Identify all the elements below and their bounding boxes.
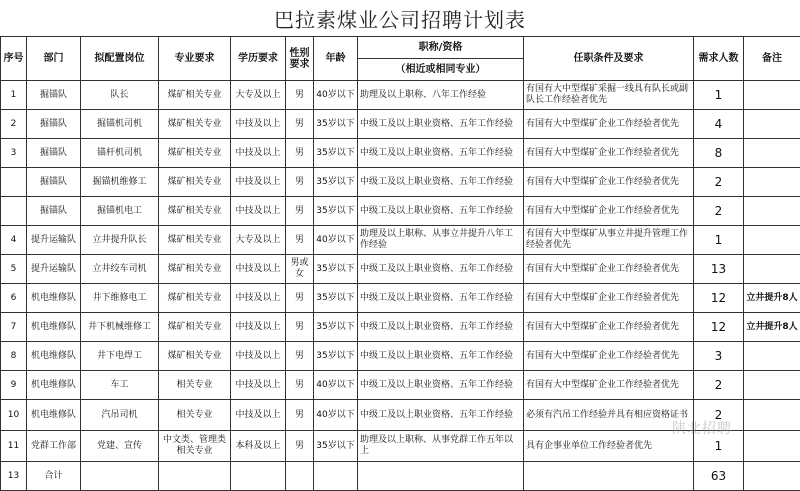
- total-count: 63: [694, 462, 744, 491]
- cell-major: 煤矿相关专业: [159, 284, 231, 313]
- cell-gender: 男或女: [286, 255, 314, 284]
- cell-gender: 男: [286, 110, 314, 139]
- cell-count: 1: [694, 81, 744, 110]
- cell-qual: 中级工及以上职业资格、五年工作经验: [358, 313, 524, 342]
- table-row: [1, 255, 800, 284]
- cell-qual: 中级工及以上职业资格、五年工作经验: [358, 400, 524, 431]
- cell-position: 掘锚机电工: [81, 197, 159, 226]
- header-edu: 学历要求: [231, 37, 286, 81]
- cell-position: 锚杆机司机: [81, 139, 159, 168]
- cell-major: 煤矿相关专业: [159, 197, 231, 226]
- cell-edu: 中技及以上: [231, 400, 286, 431]
- cell-cond: 有国有大中型煤矿企业工作经验者优先: [524, 110, 694, 139]
- header-major: 专业要求: [159, 37, 231, 81]
- cell-position: 掘锚机维修工: [81, 168, 159, 197]
- cell-edu: 本科及以上: [231, 431, 286, 462]
- cell-dept: 掘锚队: [27, 168, 81, 197]
- cell-major: 煤矿相关专业: [159, 110, 231, 139]
- cell-edu: 中技及以上: [231, 284, 286, 313]
- cell-age: 35岁以下: [314, 431, 358, 462]
- cell-dept: 机电维修队: [27, 400, 81, 431]
- cell-count: 4: [694, 110, 744, 139]
- cell-remark: [744, 168, 800, 197]
- cell-gender: 男: [286, 197, 314, 226]
- cell-position: 党建、宣传: [81, 431, 159, 462]
- cell-dept: 掘锚队: [27, 139, 81, 168]
- cell-position: 掘锚机司机: [81, 110, 159, 139]
- cell-seq: 8: [1, 342, 27, 371]
- header-qual-sub: （相近或相同专业）: [358, 59, 524, 81]
- table-row: [1, 81, 800, 110]
- cell-remark: [744, 371, 800, 400]
- cell-age: 35岁以下: [314, 197, 358, 226]
- header-age: 年龄: [314, 37, 358, 81]
- cell-cond: 有国有大中型煤矿企业工作经验者优先: [524, 197, 694, 226]
- cell-edu: 中技及以上: [231, 139, 286, 168]
- cell-gender: 男: [286, 81, 314, 110]
- header-seq: 序号: [1, 37, 27, 81]
- cell-qual: 中级工及以上职业资格、五年工作经验: [358, 284, 524, 313]
- cell-gender: 男: [286, 342, 314, 371]
- cell-count: 2: [694, 168, 744, 197]
- table-row: [1, 226, 800, 255]
- cell-cond: 有国有大中型煤矿采掘一线具有队长或副队长工作经验者优先: [524, 81, 694, 110]
- cell-gender: 男: [286, 431, 314, 462]
- table-row: [1, 110, 800, 139]
- cell-major: 煤矿相关专业: [159, 255, 231, 284]
- cell-edu: 大专及以上: [231, 81, 286, 110]
- cell-gender: 男: [286, 168, 314, 197]
- cell-major: 相关专业: [159, 371, 231, 400]
- cell-remark: [744, 226, 800, 255]
- cell-age: 40岁以下: [314, 226, 358, 255]
- cell-qual: 中级工及以上职业资格、五年工作经验: [358, 371, 524, 400]
- cell-seq: 9: [1, 371, 27, 400]
- cell-major: 煤矿相关专业: [159, 81, 231, 110]
- table-row: [1, 342, 800, 371]
- header-count: 需求人数: [694, 37, 744, 81]
- cell-qual: 中级工及以上职业资格、五年工作经验: [358, 255, 524, 284]
- cell-edu: 中技及以上: [231, 168, 286, 197]
- cell-position: 井下机械维修工: [81, 313, 159, 342]
- cell-count: 1: [694, 226, 744, 255]
- cell-seq: 11: [1, 431, 27, 462]
- cell-major: 煤矿相关专业: [159, 139, 231, 168]
- cell-remark: [744, 342, 800, 371]
- cell-position: 队长: [81, 81, 159, 110]
- cell-gender: 男: [286, 400, 314, 431]
- cell-major: 中文类、管理类相关专业: [159, 431, 231, 462]
- cell-gender: 男: [286, 139, 314, 168]
- cell-remark: [744, 197, 800, 226]
- cell-age: 40岁以下: [314, 371, 358, 400]
- watermark: 陕北招聘: [672, 418, 732, 438]
- cell-count: 12: [694, 313, 744, 342]
- cell-count: 8: [694, 139, 744, 168]
- cell-qual: 中级工及以上职业资格、五年工作经验: [358, 139, 524, 168]
- cell-seq: 10: [1, 400, 27, 431]
- cell-major: 煤矿相关专业: [159, 342, 231, 371]
- cell-qual: 中级工及以上职业资格、五年工作经验: [358, 168, 524, 197]
- cell-qual: 中级工及以上职业资格、五年工作经验: [358, 342, 524, 371]
- cell-remark: [744, 139, 800, 168]
- cell-dept: 机电维修队: [27, 313, 81, 342]
- cell-edu: 中技及以上: [231, 371, 286, 400]
- cell-count: 2: [694, 371, 744, 400]
- cell-age: 40岁以下: [314, 400, 358, 431]
- header-position: 拟配置岗位: [81, 37, 159, 81]
- cell-seq: [1, 168, 27, 197]
- cell-seq: 5: [1, 255, 27, 284]
- cell-qual: 助理及以上职称、八年工作经验: [358, 81, 524, 110]
- cell-edu: 中技及以上: [231, 342, 286, 371]
- cell-cond: 有国有大中型煤矿企业工作经验者优先: [524, 139, 694, 168]
- cell-age: 35岁以下: [314, 110, 358, 139]
- cell-cond: 必须有汽吊工作经验并具有相应资格证书: [524, 400, 694, 431]
- cell-gender: 男: [286, 226, 314, 255]
- cell-major: 相关专业: [159, 400, 231, 431]
- cell-remark: [744, 110, 800, 139]
- header-remark: 备注: [744, 37, 800, 81]
- cell-dept: 掘锚队: [27, 81, 81, 110]
- cell-count: 2: [694, 400, 744, 431]
- cell-remark: 立井提升8人: [744, 284, 800, 313]
- cell-cond: 有国有大中型煤矿企业工作经验者优先: [524, 168, 694, 197]
- table-row: [1, 313, 800, 342]
- cell-position: 立井提升队长: [81, 226, 159, 255]
- cell-cond: 有国有大中型煤矿企业工作经验者优先: [524, 313, 694, 342]
- cell-remark: [744, 81, 800, 110]
- cell-qual: 中级工及以上职业资格、五年工作经验: [358, 197, 524, 226]
- cell-dept: 机电维修队: [27, 342, 81, 371]
- cell-dept: 机电维修队: [27, 371, 81, 400]
- cell-remark: [744, 400, 800, 431]
- table-row: [1, 168, 800, 197]
- cell-remark: [744, 255, 800, 284]
- total-seq: 13: [1, 462, 27, 491]
- cell-seq: [1, 197, 27, 226]
- cell-remark: [744, 431, 800, 462]
- cell-count: 3: [694, 342, 744, 371]
- cell-position: 井下维修电工: [81, 284, 159, 313]
- cell-count: 13: [694, 255, 744, 284]
- cell-gender: 男: [286, 313, 314, 342]
- cell-age: 35岁以下: [314, 342, 358, 371]
- cell-dept: 提升运输队: [27, 255, 81, 284]
- cell-cond: 具有企事业单位工作经验者优先: [524, 431, 694, 462]
- cell-position: 车工: [81, 371, 159, 400]
- cell-seq: 4: [1, 226, 27, 255]
- header-dept: 部门: [27, 37, 81, 81]
- header-gender: 性别要求: [286, 37, 314, 81]
- cell-cond: 有国有大中型煤矿企业工作经验者优先: [524, 284, 694, 313]
- cell-dept: 机电维修队: [27, 284, 81, 313]
- cell-edu: 中技及以上: [231, 110, 286, 139]
- page-title: 巴拉素煤业公司招聘计划表: [0, 0, 800, 36]
- cell-age: 35岁以下: [314, 313, 358, 342]
- cell-cond: 有国有大中型煤矿从事立井提升管理工作经验者优先: [524, 226, 694, 255]
- table-row: [1, 371, 800, 400]
- cell-qual: 助理及以上职称、从事党群工作五年以上: [358, 431, 524, 462]
- header-cond: 任职条件及要求: [524, 37, 694, 81]
- total-label: 合计: [27, 462, 81, 491]
- cell-age: 35岁以下: [314, 255, 358, 284]
- cell-major: 煤矿相关专业: [159, 313, 231, 342]
- cell-age: 40岁以下: [314, 81, 358, 110]
- cell-gender: 男: [286, 284, 314, 313]
- cell-age: 35岁以下: [314, 139, 358, 168]
- header-qual: 职称/资格: [358, 37, 524, 59]
- cell-seq: 6: [1, 284, 27, 313]
- cell-age: 35岁以下: [314, 168, 358, 197]
- cell-gender: 男: [286, 371, 314, 400]
- cell-edu: 中技及以上: [231, 313, 286, 342]
- cell-count: 2: [694, 197, 744, 226]
- cell-position: 立井绞车司机: [81, 255, 159, 284]
- cell-cond: 有国有大中型煤矿企业工作经验者优先: [524, 371, 694, 400]
- cell-seq: 7: [1, 313, 27, 342]
- cell-remark: 立井提升8人: [744, 313, 800, 342]
- cell-position: 汽吊司机: [81, 400, 159, 431]
- cell-position: 井下电焊工: [81, 342, 159, 371]
- cell-count: 12: [694, 284, 744, 313]
- cell-count: 1: [694, 431, 744, 462]
- table-row: [1, 197, 800, 226]
- cell-qual: 中级工及以上职业资格、五年工作经验: [358, 110, 524, 139]
- cell-edu: 中技及以上: [231, 255, 286, 284]
- cell-dept: 党群工作部: [27, 431, 81, 462]
- cell-cond: 有国有大中型煤矿企业工作经验者优先: [524, 342, 694, 371]
- cell-age: 35岁以下: [314, 284, 358, 313]
- table-row: [1, 284, 800, 313]
- cell-major: 煤矿相关专业: [159, 226, 231, 255]
- cell-dept: 掘锚队: [27, 110, 81, 139]
- cell-edu: 中技及以上: [231, 197, 286, 226]
- cell-dept: 掘锚队: [27, 197, 81, 226]
- cell-edu: 大专及以上: [231, 226, 286, 255]
- total-row: [1, 462, 800, 491]
- cell-cond: 有国有大中型煤矿企业工作经验者优先: [524, 255, 694, 284]
- cell-major: 煤矿相关专业: [159, 168, 231, 197]
- cell-dept: 提升运输队: [27, 226, 81, 255]
- cell-qual: 助理及以上职称、从事立井提升八年工作经验: [358, 226, 524, 255]
- cell-seq: 3: [1, 139, 27, 168]
- cell-seq: 2: [1, 110, 27, 139]
- cell-seq: 1: [1, 81, 27, 110]
- table-row: [1, 139, 800, 168]
